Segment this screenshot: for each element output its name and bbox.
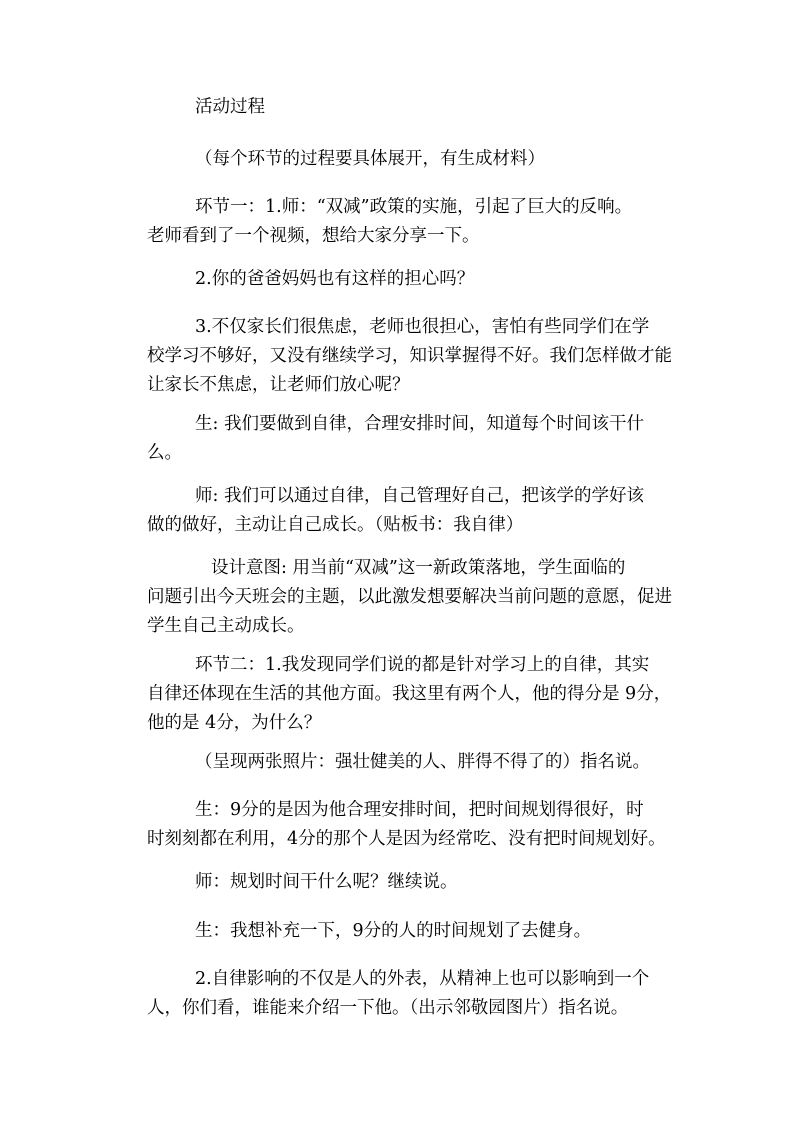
section-subheading [147,145,687,174]
paragraph-10 [147,868,687,897]
paragraph-line: 学生自己主动成长。 [147,616,305,636]
paragraph-line: 生: 我们要做到自律，合理安排时间，知道每个时间该干什 [195,414,644,434]
paragraph-2 [147,265,687,294]
paragraph-line: 校学习不够好，又没有继续学习，知识掌握得不好。我们怎样做才能 [147,346,672,366]
paragraph-line: 老师看到了一个视频，想给大家分享一下。 [147,226,480,246]
paragraph-line: 2.你的爸爸妈妈也有这样的担心吗？ [195,269,475,289]
paragraph-line: 时刻刻都在利用，4分的那个人是因为经常吃、没有把时间规划好。 [147,829,666,849]
paragraph-7 [147,651,687,738]
section-heading [147,93,687,122]
paragraph-line: 2.自律影响的不仅是人的外表，从精神上也可以影响到一个 [195,969,650,989]
paragraph-line: （呈现两张照片：强壮健美的人、胖得不得了的）指名说。 [195,752,650,772]
paragraph-line: 做的做好，主动让自己成长。（贴板书：我自律） [147,515,524,535]
paragraph-line: 师：规划时间干什么呢？继续说。 [195,872,458,892]
paragraph-line: 生：9分的是因为他合理安排时间，把时间规划得很好，时 [195,800,644,820]
paragraph-line: 么。 [147,443,182,463]
paragraph-9 [147,796,687,854]
paragraph-5 [147,482,687,540]
paragraph-1 [147,193,687,251]
paragraph-11 [147,917,687,946]
subheading-text: （每个环节的过程要具体展开，有生成材料） [195,149,545,169]
paragraph-line: 设计意图: 用当前“双减”这一新政策落地，学生面临的 [211,558,626,578]
paragraph-line: 他的是 4分，为什么？ [147,713,322,733]
paragraph-line: 自律还体现在生活的其他方面。我这里有两个人，他的得分是 9分， [147,684,672,704]
paragraph-line: 环节一：1.师：“双减”政策的实施，引起了巨大的反响。 [195,197,633,217]
paragraph-4 [147,410,687,468]
paragraph-8 [147,748,687,777]
paragraph-line: 问题引出今天班会的主题，以此激发想要解决当前问题的意愿，促进 [147,587,672,607]
paragraph-line: 3.不仅家长们很焦虑，老师也很担心，害怕有些同学们在学 [195,317,650,337]
paragraph-line: 生：我想补充一下，9分的人的时间规划了去健身。 [195,921,592,941]
paragraph-line: 人，你们看，谁能来介绍一下他。（出示邻敬园图片）指名说。 [147,998,629,1018]
paragraph-line: 师: 我们可以通过自律，自己管理好自己，把该学的学好该 [195,486,644,506]
paragraph-line: 让家长不焦虑，让老师们放心呢？ [147,375,410,395]
paragraph-6-design-intent [147,554,687,641]
paragraph-line: 环节二：1.我发现同学们说的都是针对学习上的自律，其实 [195,655,650,675]
paragraph-3 [147,313,687,400]
paragraph-12 [147,965,687,1023]
heading-text: 活动过程 [195,97,265,117]
